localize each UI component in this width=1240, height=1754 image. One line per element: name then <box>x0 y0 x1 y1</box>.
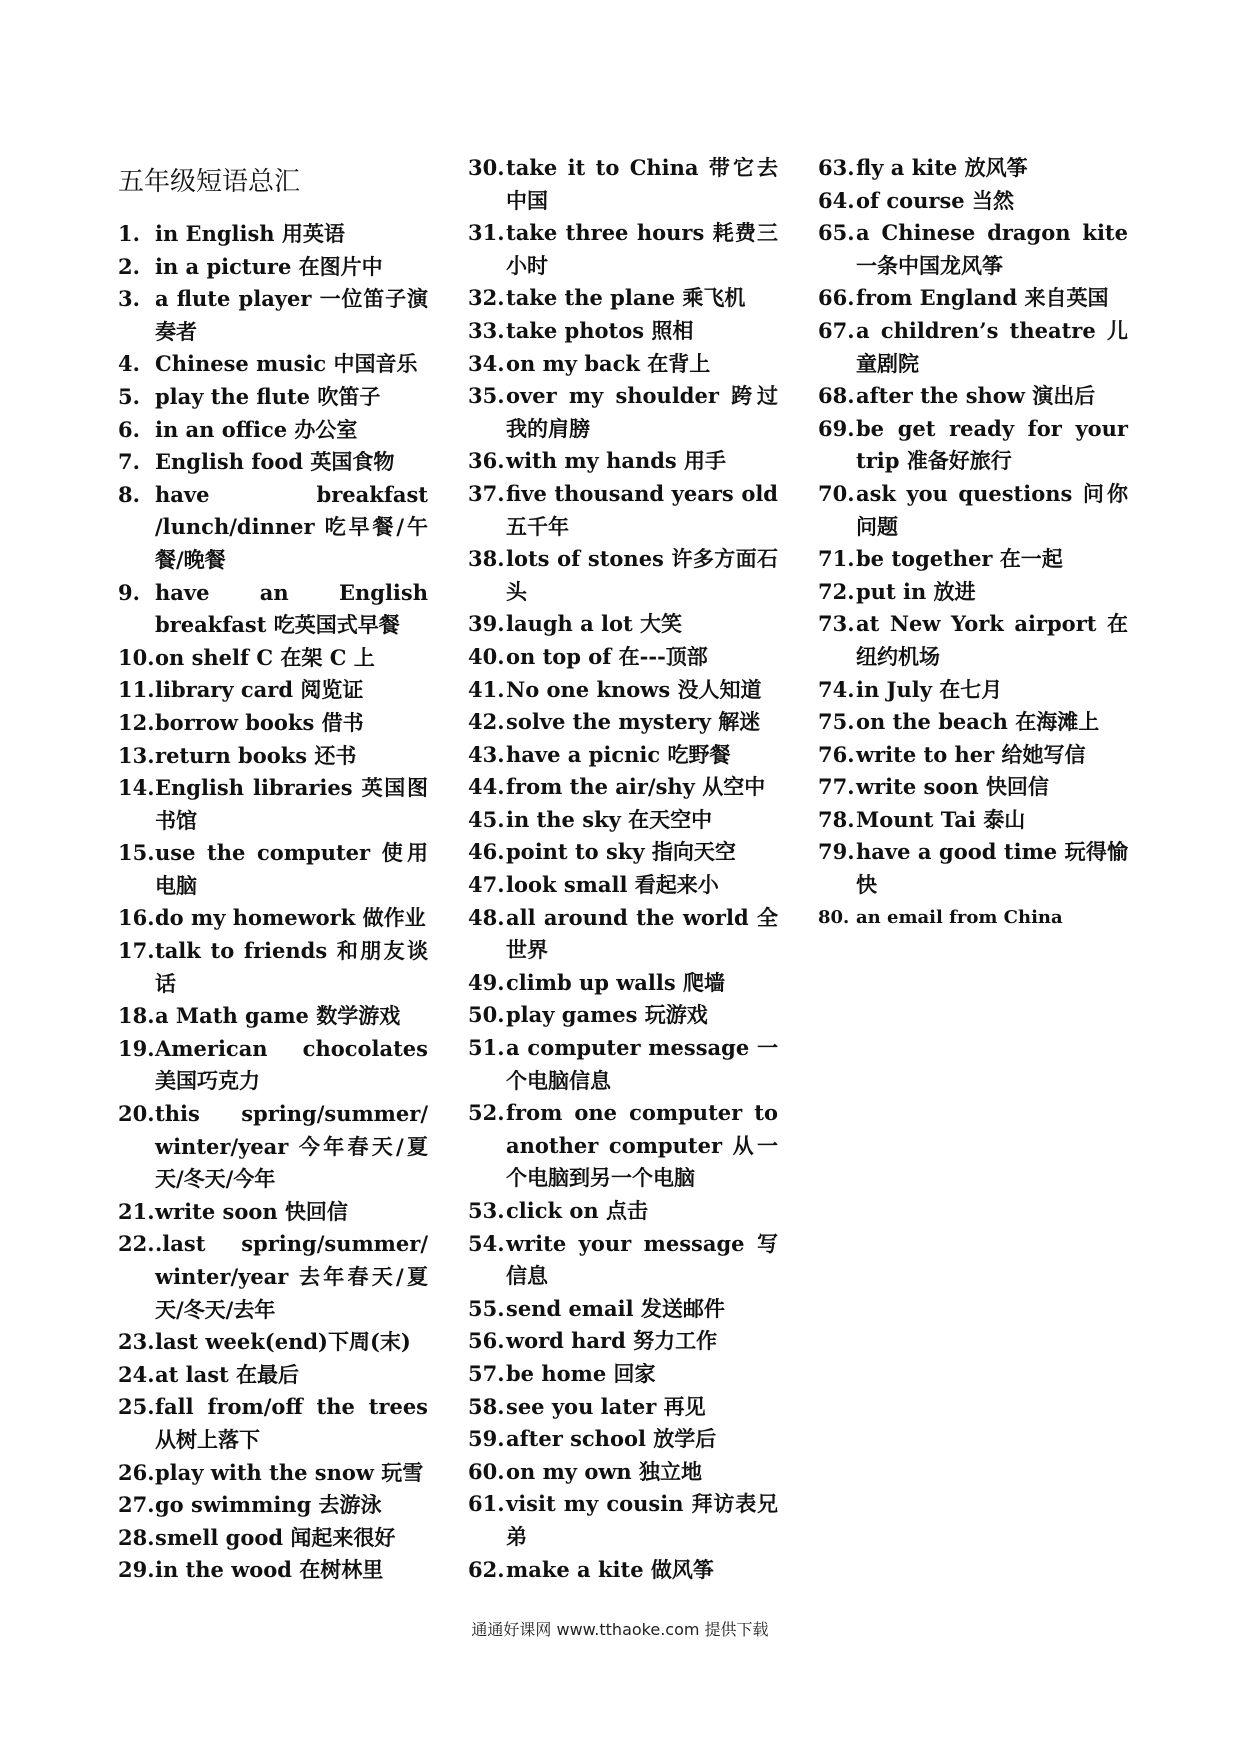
phrase-text: visit my cousin 拜访表兄弟 <box>506 1491 778 1549</box>
phrase-text: play games 玩游戏 <box>506 1002 708 1028</box>
phrase-number: 6. <box>118 416 140 442</box>
phrase-item <box>818 413 1128 478</box>
phrase-item <box>118 1522 428 1555</box>
phrase-number: 71. <box>818 546 855 572</box>
phrase-item <box>468 1423 778 1456</box>
phrase-text: play with the snow 玩雪 <box>155 1459 424 1485</box>
phrase-text: borrow books 借书 <box>155 709 364 735</box>
phrase-item <box>468 1032 778 1097</box>
phrase-item <box>818 674 1128 707</box>
phrase-number: 70. <box>818 480 855 506</box>
phrase-number: 27. <box>118 1492 155 1518</box>
phrase-number: 44. <box>468 774 505 800</box>
phrase-item <box>468 836 778 869</box>
phrase-column-3 <box>818 152 1128 934</box>
phrase-text: a children’s theatre 儿童剧院 <box>856 317 1128 376</box>
phrase-number: 40. <box>468 643 505 669</box>
phrase-number: 74. <box>818 676 855 702</box>
phrase-number: 2. <box>118 253 140 279</box>
phrase-number: 28. <box>118 1524 155 1550</box>
phrase-item <box>118 740 428 773</box>
phrase-number: 68. <box>818 383 855 409</box>
phrase-item <box>118 935 428 1000</box>
phrase-number: 13. <box>118 742 155 768</box>
phrase-text: smell good 闻起来很好 <box>155 1524 396 1550</box>
phrase-number: 9. <box>118 579 140 605</box>
phrase-text: click on 点击 <box>506 1198 648 1223</box>
phrase-text: do my homework 做作业 <box>155 905 426 931</box>
phrase-item <box>468 804 778 837</box>
phrase-number: 56. <box>468 1328 505 1354</box>
phrase-text: lots of stones 许多方面石头 <box>506 546 778 604</box>
phrase-number: 45. <box>468 806 505 832</box>
phrase-text: in July 在七月 <box>856 676 1003 702</box>
phrase-item <box>468 902 778 967</box>
phrase-number: 35. <box>468 383 505 409</box>
phrase-text: a Chinese dragon kite 一条中国龙风筝 <box>856 220 1128 278</box>
phrase-text: No one knows 没人知道 <box>506 676 762 702</box>
phrase-text: write to her 给她写信 <box>856 741 1086 767</box>
phrase-number: 17. <box>118 938 155 964</box>
phrase-text: English libraries 英国图书馆 <box>155 775 428 833</box>
phrase-text: after the show 演出后 <box>856 383 1096 409</box>
phrase-text: write soon 快回信 <box>856 774 1049 800</box>
phrase-number: 41. <box>468 676 505 702</box>
phrase-number: 51. <box>468 1035 505 1061</box>
phrase-text: this spring/summer/ winter/year 今年春天/夏天/冬天/今年 <box>155 1101 428 1192</box>
phrase-item <box>818 902 1128 935</box>
phrase-text: after school 放学后 <box>506 1426 717 1452</box>
phrase-item <box>468 282 778 315</box>
phrase-item <box>468 1195 778 1228</box>
phrase-text: a computer message 一个电脑信息 <box>506 1035 778 1093</box>
phrase-item <box>118 1326 428 1359</box>
phrase-text: be home 回家 <box>506 1360 656 1386</box>
phrase-item <box>818 315 1128 380</box>
phrase-item <box>468 543 778 608</box>
phrase-text: take the plane 乘飞机 <box>506 285 746 311</box>
phrase-text: take photos 照相 <box>506 317 694 343</box>
phrase-item <box>818 804 1128 837</box>
phrase-number: 32. <box>468 285 505 311</box>
phrase-text: in an office 办公室 <box>155 416 358 442</box>
phrase-text: from one computer to another computer 从一个电脑到另一个电脑 <box>506 1100 778 1191</box>
phrase-item <box>468 152 778 217</box>
phrase-item <box>118 1359 428 1392</box>
phrase-item <box>118 479 428 577</box>
phrase-text: on my own 独立地 <box>506 1458 702 1484</box>
phrase-item <box>118 381 428 414</box>
phrase-column-2 <box>468 152 778 1586</box>
phrase-number: 67. <box>818 317 855 343</box>
phrase-text: over my shoulder 跨过我的肩膀 <box>506 383 778 441</box>
phrase-item <box>818 380 1128 413</box>
phrase-item <box>118 707 428 740</box>
phrase-number: 22. <box>118 1231 155 1257</box>
phrase-text: put in 放进 <box>856 578 976 604</box>
phrase-number: 42. <box>468 709 505 735</box>
phrase-item <box>118 1457 428 1490</box>
phrase-text: write soon 快回信 <box>155 1198 348 1224</box>
phrase-text: take three hours 耗费三小时 <box>506 220 778 278</box>
phrase-item <box>468 478 778 543</box>
phrase-item <box>118 837 428 902</box>
phrase-item <box>818 836 1128 901</box>
phrase-number: 63. <box>818 155 855 180</box>
phrase-item <box>468 641 778 674</box>
phrase-number: 25. <box>118 1394 155 1420</box>
phrase-text: fall from/off the trees 从树上落下 <box>155 1394 428 1452</box>
phrase-item <box>468 1358 778 1391</box>
phrase-text: Chinese music 中国音乐 <box>155 351 418 377</box>
phrase-text: from the air/shy 从空中 <box>506 774 766 800</box>
phrase-item <box>818 771 1128 804</box>
phrase-item <box>468 1293 778 1326</box>
phrase-item <box>818 478 1128 543</box>
footer-download-note: 通通好课网 www.tthaoke.com 提供下载 <box>471 1620 769 1639</box>
phrase-item <box>118 446 428 479</box>
phrase-item <box>468 1391 778 1424</box>
phrase-number: 3. <box>118 286 140 312</box>
phrase-number: 36. <box>468 448 505 474</box>
phrase-item <box>468 1228 778 1293</box>
phrase-number: 77. <box>818 774 855 800</box>
phrase-text: point to sky 指向天空 <box>506 839 736 865</box>
phrase-item <box>818 576 1128 609</box>
phrase-item <box>818 152 1128 185</box>
phrase-text: use the computer 使用电脑 <box>155 840 428 898</box>
phrase-item <box>118 1000 428 1033</box>
phrase-text: from England 来自英国 <box>856 285 1109 311</box>
phrase-item <box>118 902 428 935</box>
phrase-text: library card 阅览证 <box>155 677 364 703</box>
phrase-item <box>468 1097 778 1195</box>
phrase-item <box>468 608 778 641</box>
phrase-number: 8. <box>118 481 140 507</box>
phrase-number: 58. <box>468 1393 505 1419</box>
phrase-item <box>468 217 778 282</box>
phrase-item <box>818 185 1128 218</box>
phrase-item <box>118 577 428 642</box>
phrase-item <box>468 315 778 348</box>
phrase-number: 64. <box>818 187 855 213</box>
phrase-text: in the sky 在天空中 <box>506 806 713 832</box>
phrase-number: 19. <box>118 1035 155 1061</box>
phrase-item <box>818 282 1128 315</box>
phrase-text: send email 发送邮件 <box>506 1295 725 1321</box>
phrase-text: in English 用英语 <box>155 221 345 246</box>
phrase-text: write your message 写信息 <box>506 1230 778 1289</box>
phrase-item <box>468 999 778 1032</box>
phrase-text: be together 在一起 <box>856 546 1063 572</box>
phrase-number: 48. <box>468 904 505 930</box>
phrase-item <box>468 674 778 707</box>
phrase-item <box>468 706 778 739</box>
page-title: 五年级短语总汇 <box>118 167 301 197</box>
phrase-number: 65. <box>818 220 855 246</box>
phrase-text: return books 还书 <box>155 742 357 768</box>
phrase-number: 52. <box>468 1100 505 1126</box>
phrase-text: have an English breakfast 吃英国式早餐 <box>155 579 428 638</box>
phrase-number: 10. <box>118 644 155 670</box>
phrase-item <box>118 1391 428 1456</box>
phrase-number: 49. <box>468 969 505 995</box>
phrase-text: an email from China <box>856 906 1063 928</box>
phrase-text: look small 看起来小 <box>506 872 719 898</box>
phrase-text: five thousand years old 五千年 <box>506 480 778 539</box>
phrase-number: 4. <box>118 351 140 377</box>
phrase-number: 43. <box>468 741 505 767</box>
phrase-text: take it to China 带它去中国 <box>506 155 778 213</box>
phrase-number: 1. <box>118 221 140 246</box>
phrase-text: solve the mystery 解迷 <box>506 709 761 735</box>
phrase-text: of course 当然 <box>856 187 1014 213</box>
phrase-item <box>118 1489 428 1522</box>
phrase-text: at New York airport 在纽约机场 <box>856 611 1128 669</box>
phrase-text: English food 英国食物 <box>155 449 395 475</box>
phrase-number: 39. <box>468 611 505 637</box>
phrase-number: 30. <box>468 155 505 180</box>
phrase-number: 79. <box>818 839 855 865</box>
phrase-number: 23. <box>118 1329 155 1355</box>
phrase-number: 61. <box>468 1491 505 1517</box>
phrase-item <box>118 251 428 284</box>
phrase-item <box>118 1196 428 1229</box>
phrase-column-1 <box>118 218 428 1587</box>
phrase-item <box>468 869 778 902</box>
phrase-item <box>468 739 778 772</box>
phrase-number: 15. <box>118 840 155 866</box>
phrase-item <box>118 348 428 381</box>
phrase-item <box>468 1554 778 1587</box>
phrase-number: 34. <box>468 350 505 376</box>
phrase-item <box>818 739 1128 772</box>
phrase-text: .last spring/summer/ winter/year 去年春天/夏天/冬天/去年 <box>155 1231 428 1322</box>
phrase-item <box>818 706 1128 739</box>
phrase-number: 21. <box>118 1198 155 1224</box>
phrase-text: play the flute 吹笛子 <box>155 383 381 409</box>
phrase-text: make a kite 做风筝 <box>506 1556 714 1582</box>
phrase-text: in the wood 在树林里 <box>155 1557 384 1583</box>
phrase-number: 62. <box>468 1556 505 1582</box>
phrase-number: 78. <box>818 806 855 832</box>
phrase-number: 50. <box>468 1002 505 1028</box>
phrase-text: have breakfast /lunch/dinner 吃早餐/午餐/晚餐 <box>155 481 428 572</box>
phrase-number: 5. <box>118 383 140 409</box>
phrase-item <box>468 967 778 1000</box>
phrase-number: 38. <box>468 546 505 572</box>
phrase-item <box>818 543 1128 576</box>
phrase-number: 31. <box>468 220 505 246</box>
phrase-text: on shelf C 在架 C 上 <box>155 644 375 670</box>
phrase-number: 46. <box>468 839 505 865</box>
phrase-item <box>818 217 1128 282</box>
phrase-item <box>118 1554 428 1587</box>
phrase-item <box>468 1456 778 1489</box>
phrase-item <box>118 1098 428 1196</box>
phrase-text: talk to friends 和朋友谈话 <box>155 938 428 996</box>
phrase-item <box>118 283 428 348</box>
phrase-text: laugh a lot 大笑 <box>506 611 683 637</box>
phrase-text: on top of 在---顶部 <box>506 643 708 669</box>
phrase-number: 26. <box>118 1459 155 1485</box>
phrase-text: Mount Tai 泰山 <box>856 806 1026 832</box>
phrase-item <box>118 772 428 837</box>
phrase-text: in a picture 在图片中 <box>155 253 383 279</box>
phrase-number: 24. <box>118 1361 155 1387</box>
phrase-item <box>468 445 778 478</box>
phrase-item <box>468 348 778 381</box>
phrase-number: 14. <box>118 775 155 801</box>
phrase-text: with my hands 用手 <box>506 448 727 474</box>
phrase-number: 11. <box>118 677 155 703</box>
phrase-number: 20. <box>118 1101 155 1127</box>
phrase-number: 80. <box>818 906 850 928</box>
phrase-item <box>118 642 428 675</box>
phrase-text: last week(end)下周(末) <box>155 1329 411 1355</box>
phrase-text: at last 在最后 <box>155 1361 300 1387</box>
phrase-text: have a picnic 吃野餐 <box>506 741 731 767</box>
phrase-number: 16. <box>118 905 155 931</box>
phrase-number: 47. <box>468 872 505 898</box>
phrase-number: 12. <box>118 709 155 735</box>
phrase-number: 60. <box>468 1458 505 1484</box>
phrase-number: 57. <box>468 1360 505 1386</box>
phrase-number: 73. <box>818 611 855 637</box>
phrase-number: 54. <box>468 1230 505 1256</box>
phrase-text: word hard 努力工作 <box>506 1328 718 1354</box>
phrase-text: be get ready for your trip 准备好旅行 <box>856 415 1128 474</box>
phrase-item <box>468 1325 778 1358</box>
phrase-item <box>468 771 778 804</box>
phrase-number: 7. <box>118 449 140 475</box>
phrase-text: fly a kite 放风筝 <box>856 155 1028 180</box>
phrase-text: climb up walls 爬墙 <box>506 969 725 995</box>
phrase-item <box>818 608 1128 673</box>
phrase-number: 29. <box>118 1557 155 1583</box>
phrase-number: 18. <box>118 1003 155 1029</box>
phrase-number: 37. <box>468 480 505 506</box>
phrase-item <box>468 380 778 445</box>
phrase-number: 33. <box>468 317 505 343</box>
phrase-number: 75. <box>818 709 855 735</box>
phrase-text: all around the world 全世界 <box>506 904 778 963</box>
phrase-number: 55. <box>468 1295 505 1321</box>
phrase-text: see you later 再见 <box>506 1393 706 1419</box>
phrase-text: American chocolates 美国巧克力 <box>155 1035 428 1094</box>
phrase-text: ask you questions 问你问题 <box>856 480 1128 539</box>
phrase-number: 66. <box>818 285 855 311</box>
phrase-text: a Math game 数学游戏 <box>155 1003 401 1029</box>
phrase-item <box>118 218 428 251</box>
phrase-number: 53. <box>468 1198 505 1223</box>
phrase-number: 59. <box>468 1426 505 1452</box>
phrase-item <box>118 1033 428 1098</box>
phrase-text: have a good time 玩得愉快 <box>856 839 1128 898</box>
phrase-number: 72. <box>818 578 855 604</box>
phrase-number: 76. <box>818 741 855 767</box>
phrase-item <box>118 674 428 707</box>
phrase-item <box>468 1488 778 1553</box>
phrase-number: 69. <box>818 415 855 441</box>
phrase-item <box>118 1228 428 1326</box>
phrase-text: on the beach 在海滩上 <box>856 709 1100 735</box>
phrase-item <box>118 414 428 447</box>
phrase-text: go swimming 去游泳 <box>155 1492 382 1518</box>
phrase-text: on my back 在背上 <box>506 350 711 376</box>
phrase-text: a flute player 一位笛子演奏者 <box>155 286 428 344</box>
